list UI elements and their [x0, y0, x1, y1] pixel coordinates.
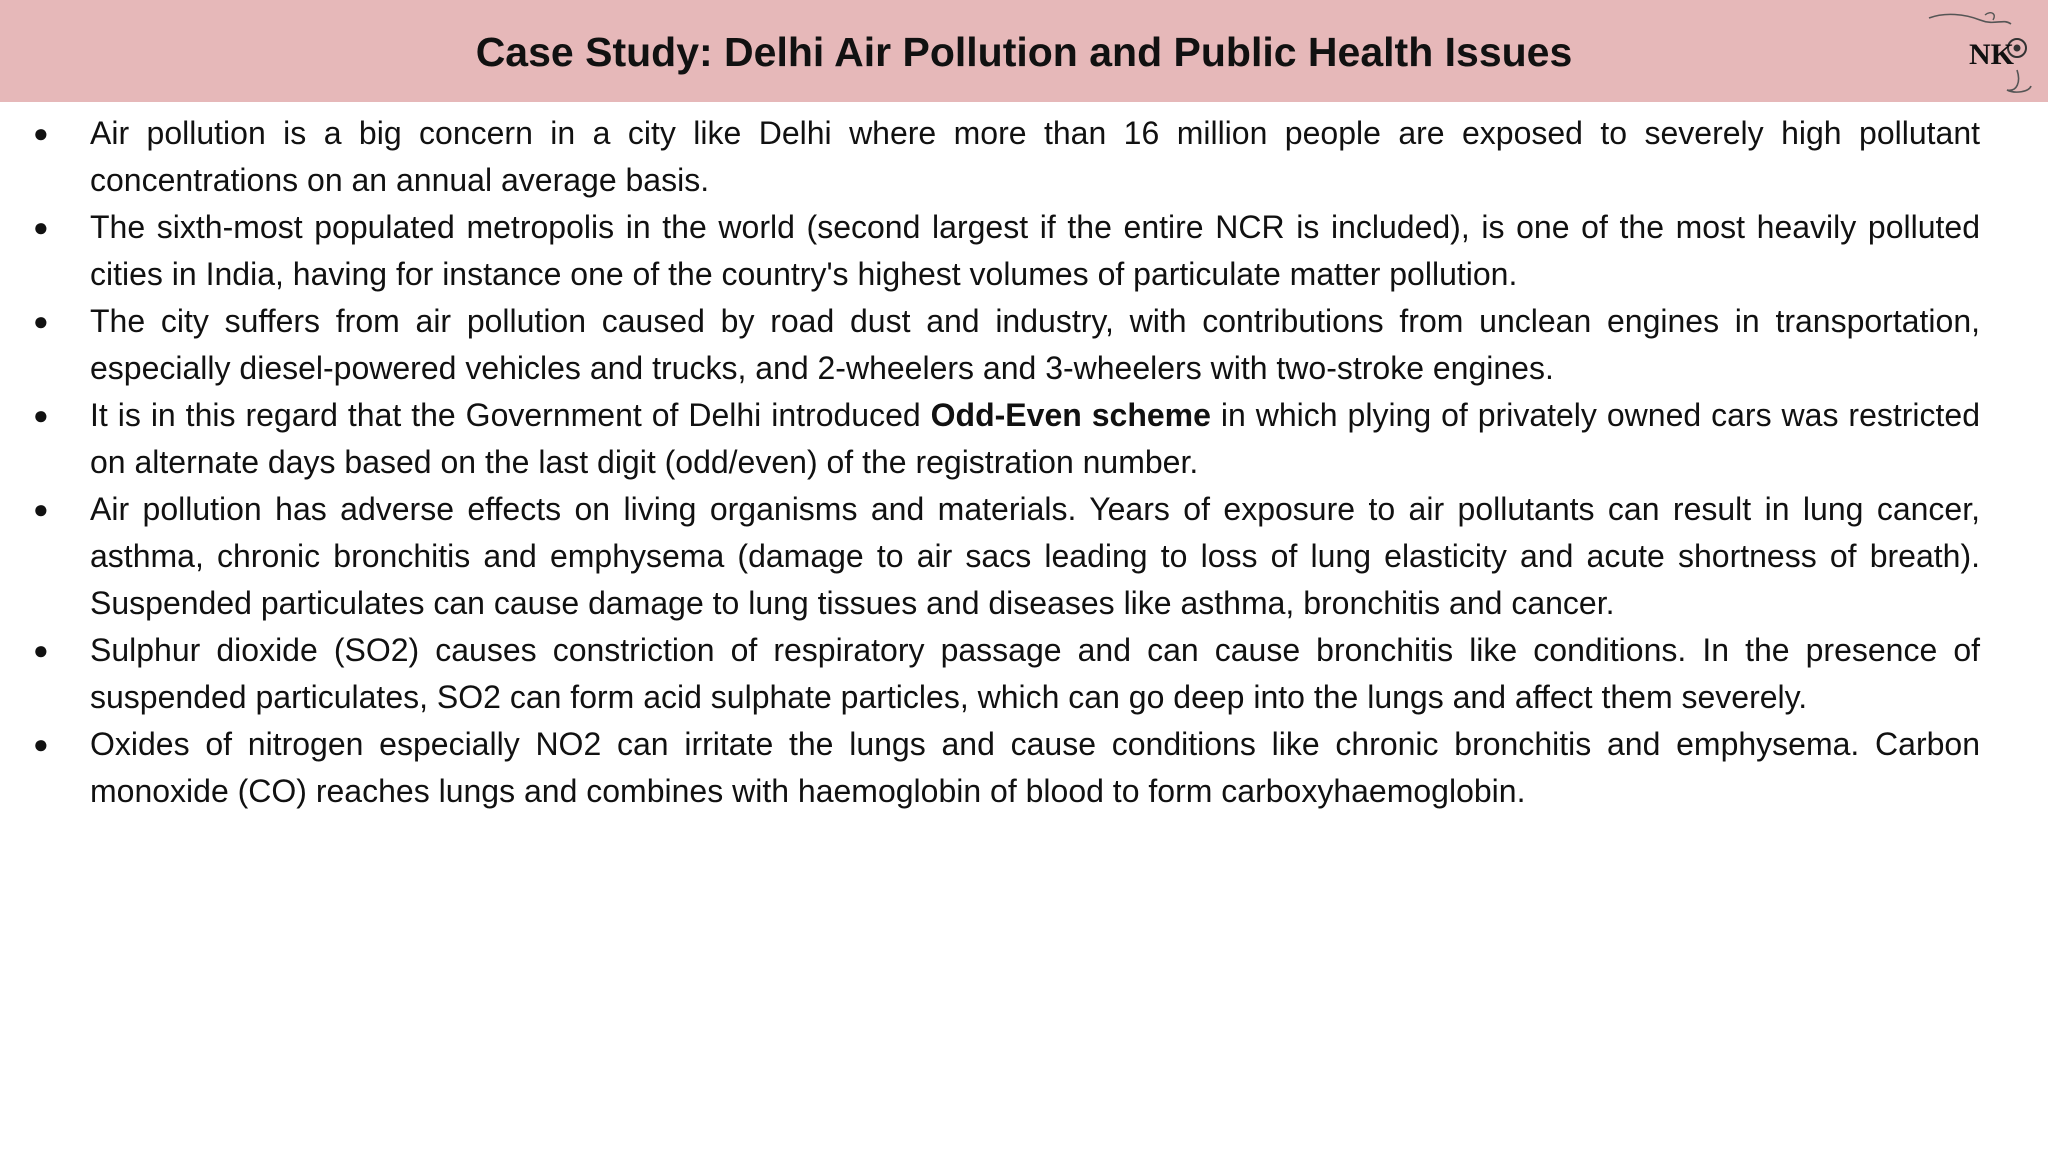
bullet-text: Oxides of nitrogen especially NO2 can irritate the lungs and cause conditions like chronic bronchitis and emphysema. Carbon monoxide (CO) reaches lungs and combines with haemoglobin of blood to form carboxyhaemoglobin. — [90, 726, 1980, 809]
bullet-item — [0, 486, 2048, 627]
bullet-list — [0, 110, 2048, 815]
bullet-text: Sulphur dioxide (SO2) causes constriction of respiratory passage and can cause bronchitis like conditions. In the presence of suspended particulates, SO2 can form acid sulphate particles, which can go deep into the lungs and affect them severely. — [90, 632, 1980, 715]
bullet-dot-icon: ● — [33, 635, 49, 665]
odd-even-scheme-emphasis: Odd-Even scheme — [930, 397, 1211, 433]
bullet-item — [0, 721, 2048, 815]
bullet-dot-icon: ● — [33, 400, 49, 430]
bullet-item — [0, 298, 2048, 392]
bullet-dot-icon: ● — [33, 212, 49, 242]
bullet-text-before: It is in this regard that the Government of Delhi introduced — [90, 397, 931, 433]
slide-title: Case Study: Delhi Air Pollution and Public Health Issues — [475, 29, 1573, 75]
bullet-dot-icon: ● — [33, 494, 49, 524]
bullet-text: The city suffers from air pollution caused by road dust and industry, with contributions from unclean engines in transportation, especially diesel-powered vehicles and trucks, and 2-wheelers and 3-wheelers with two-stroke engines. — [90, 303, 1980, 386]
bullet-text: The sixth-most populated metropolis in the world (second largest if the entire NCR is included), is one of the most heavily polluted cities in India, having for instance one of the country's highest volumes of particulate matter pollution. — [90, 209, 1980, 292]
nk-logo — [1925, 10, 2035, 96]
bullet-dot-icon: ● — [33, 306, 49, 336]
bullet-item — [0, 204, 2048, 298]
bullet-dot-icon: ● — [33, 729, 49, 759]
bullet-item — [0, 392, 2048, 486]
bullet-item — [0, 110, 2048, 204]
bullet-dot-icon: ● — [33, 118, 49, 148]
logo-lettering: NK — [1969, 38, 2014, 71]
bullet-text: Air pollution has adverse effects on living organisms and materials. Years of exposure to air pollutants can result in lung cancer, asthma, chronic bronchitis and emphysema (damage to air sacs leading to loss of lung elasticity and acute shortness of breath). Suspended particulates can cause damage to lung tissues and diseases like asthma, bronchitis and cancer. — [90, 491, 1980, 621]
bullet-item — [0, 627, 2048, 721]
bullet-text: Air pollution is a big concern in a city like Delhi where more than 16 million people are exposed to severely high pollutant concentrations on an annual average basis. — [90, 115, 1980, 198]
bullet-text-after: in which plying of privately owned cars was restricted on alternate days based on the last digit (odd/even) of the registration number. — [90, 397, 1981, 480]
